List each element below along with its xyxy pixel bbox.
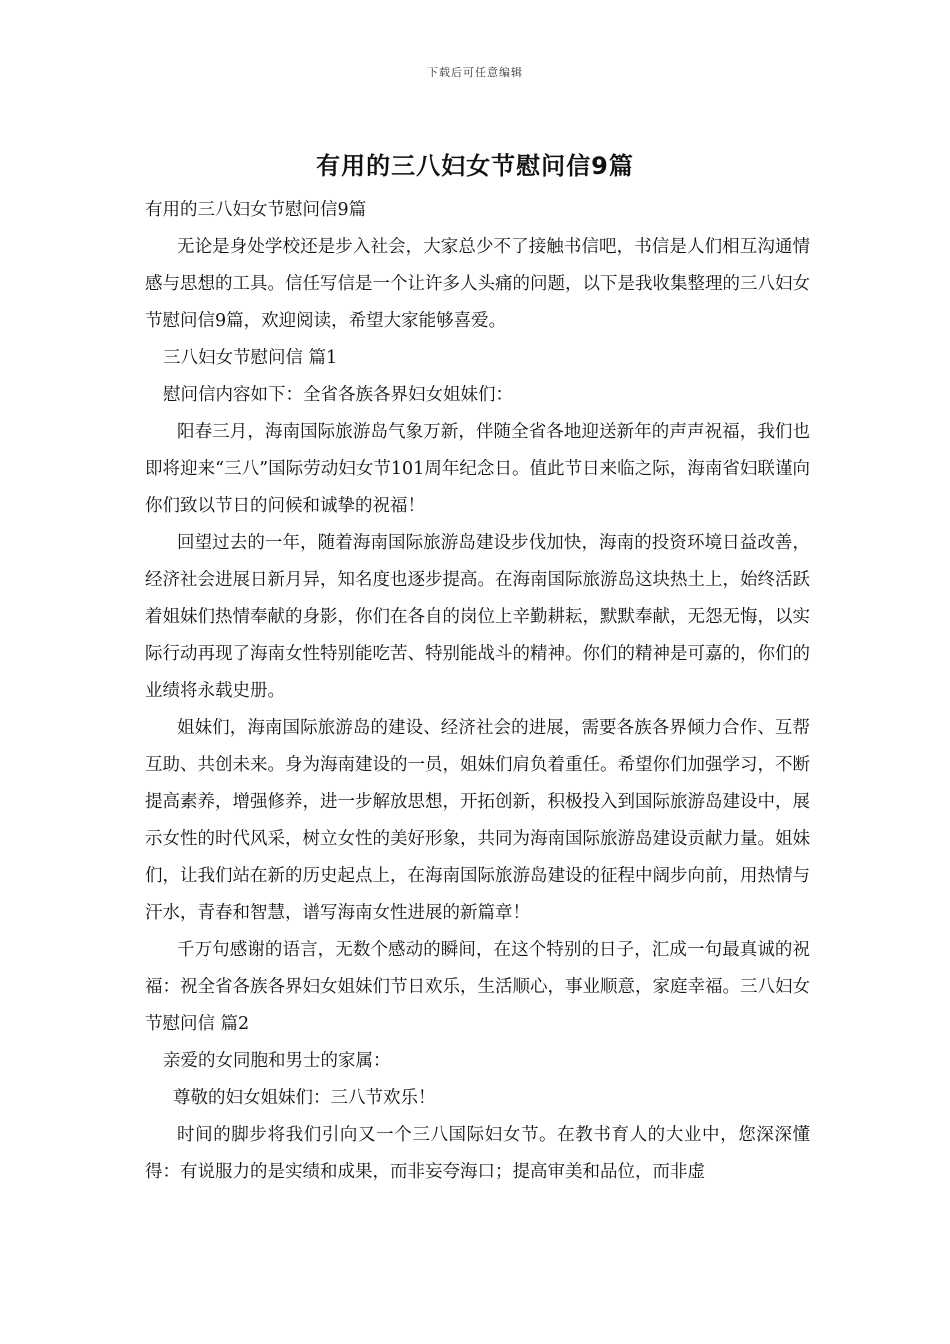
intro-paragraph: 无论是身处学校还是步入社会，大家总少不了接触书信吧，书信是人们相互沟通情感与思想的工具。信任写信是一个让许多人头痛的问题，以下是我收集整理的三八妇女节慰问信9篇，欢迎阅读，希望大家能够喜爱。 (145, 237, 810, 331)
body-paragraph: 千万句感谢的语言，无数个感动的瞬间，在这个特别的日子，汇成一句最真诚的祝福：祝全省各族各界妇女姐妹们节日欢乐，生活顺心，事业顺意，家庭幸福。三八妇女节慰问信 篇2 (145, 940, 810, 1034)
body-paragraph: 姐妹们，海南国际旅游岛的建设、经济社会的进展，需要各族各界倾力合作、互帮互助、共创未来。身为海南建设的一员，姐妹们肩负着重任。希望你们加强学习，不断提高素养，增强修养，进一步解放思想，开拓创新，积极投入到国际旅游岛建设中，展示女性的时代风采，树立女性的美好形象，共同为海南国际旅游岛建设贡献力量。姐妹们，让我们站在新的历史起点上，在海南国际旅游岛建设的征程中阔步向前，用热情与汗水，青春和智慧，谱写海南女性进展的新篇章！ (145, 718, 810, 923)
salutation-paragraph: 慰问信内容如下：全省各族各界妇女姐妹们： (163, 385, 513, 405)
salutation-paragraph: 亲爱的女同胞和男士的家属： (163, 1051, 391, 1071)
body-paragraph: 回望过去的一年，随着海南国际旅游岛建设步伐加快，海南的投资环境日益改善，经济社会进展日新月异，知名度也逐步提高。在海南国际旅游岛这块热土上，始终活跃着姐妹们热情奉献的身影，你们在各自的岗位上辛勤耕耘，默默奉献，无怨无悔，以实际行动再现了海南女性特别能吃苦、特别能战斗的精神。你们的精神是可嘉的，你们的业绩将永载史册。 (145, 533, 810, 701)
body-paragraph: 时间的脚步将我们引向又一个三八国际妇女节。在教书育人的大业中，您深深懂得：有说服力的是实绩和成果，而非妄夸海口；提高审美和品位，而非虚 (145, 1125, 810, 1182)
subtitle-paragraph: 有用的三八妇女节慰问信9篇 (145, 200, 367, 220)
document-title: 有用的三八妇女节慰问信9篇 (316, 152, 634, 180)
document-body (145, 192, 810, 1191)
page-header-note: 下载后可任意编辑 (427, 66, 523, 79)
section-heading-1: 三八妇女节慰问信 篇1 (163, 348, 338, 368)
greeting-paragraph: 尊敬的妇女姐妹们：三八节欢乐！ (173, 1088, 436, 1108)
body-paragraph: 阳春三月，海南国际旅游岛气象万新，伴随全省各地迎送新年的声声祝福，我们也即将迎来“三八”国际劳动妇女节101周年纪念日。值此节日来临之际，海南省妇联谨向你们致以节日的问候和诚挚的祝福！ (145, 422, 810, 516)
